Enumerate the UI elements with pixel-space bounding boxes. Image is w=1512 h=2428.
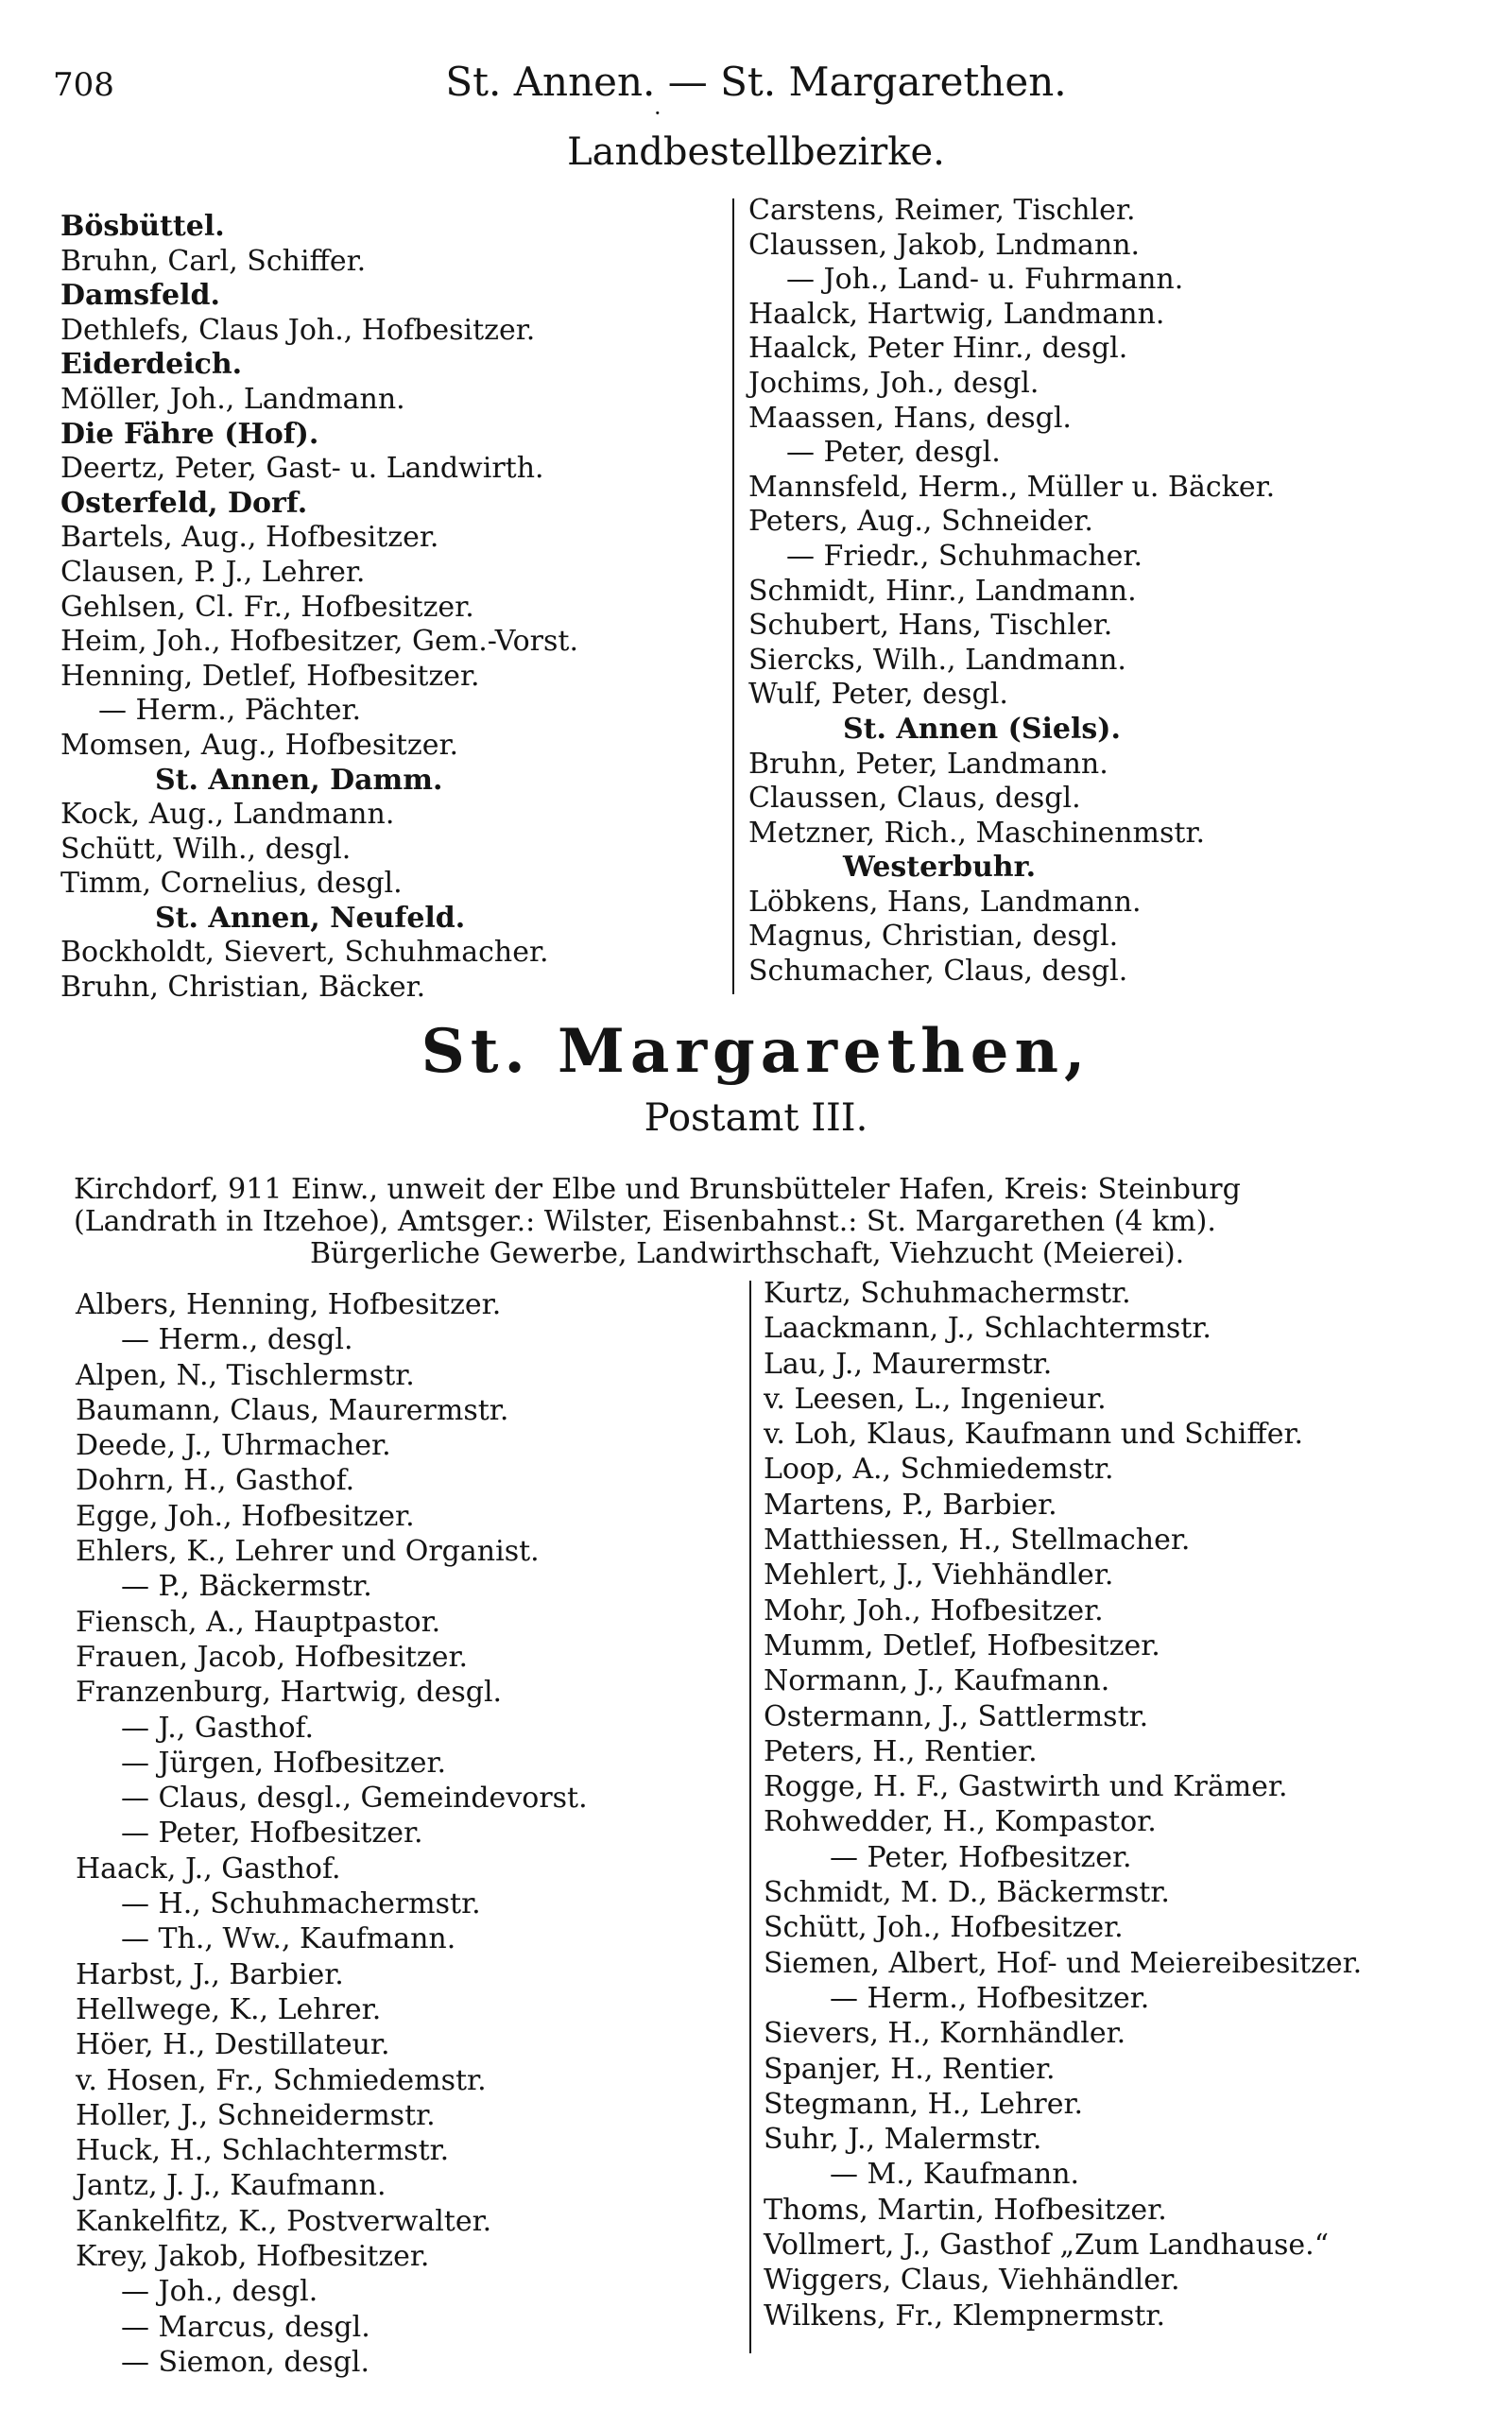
directory-entry: Mannsfeld, Herm., Müller u. Bäcker. [748,470,1276,504]
directory-entry: Schmidt, M. D., Bäckermstr. [764,1876,1170,1910]
directory-entry: Mumm, Detlef, Hofbesitzer. [764,1628,1160,1662]
directory-entry: v. Loh, Klaus, Kaufmann und Schiffer. [764,1418,1304,1452]
postamt-heading: Postamt III. [644,1096,868,1140]
directory-entry: Haalck, Hartwig, Landmann. [748,297,1165,331]
directory-entry: Dethlefs, Claus Joh., Hofbesitzer. [60,313,536,347]
locality-heading: St. Annen, Damm. [155,763,443,797]
directory-entry: Deede, J., Uhrmacher. [76,1429,391,1463]
directory-entry: Gehlsen, Cl. Fr., Hofbesitzer. [60,590,474,624]
directory-entry: Siemen, Albert, Hof- und Meiereibesitzer. [764,1946,1363,1980]
town-title: St. Margarethen, [421,1016,1091,1087]
directory-entry: Kock, Aug., Landmann. [60,798,395,832]
directory-entry: v. Hosen, Fr., Schmiedemstr. [76,2063,487,2097]
locality-heading: Bösbüttel. [60,210,225,243]
directory-entry: Metzner, Rich., Maschinenmstr. [748,816,1206,850]
directory-entry: — Siemon, desgl. [121,2345,370,2379]
directory-entry: Clausen, P. J., Lehrer. [60,555,366,589]
directory-entry: Magnus, Christian, desgl. [748,920,1119,954]
directory-entry: Peters, H., Rentier. [764,1734,1038,1768]
locality-heading: St. Annen (Siels). [843,712,1121,746]
directory-entry: Harbst, J., Barbier. [76,1957,344,1991]
directory-entry: Wiggers, Claus, Viehhändler. [764,2264,1180,2298]
directory-entry: Vollmert, J., Gasthof „Zum Landhause.“ [764,2229,1330,2263]
directory-entry: — H., Schuhmachermstr. [121,1887,481,1921]
directory-entry: — Herm., Pächter. [98,694,362,728]
directory-entry: — Peter, Hofbesitzer. [121,1817,423,1851]
town-description [74,1174,1435,1270]
directory-entry: Holler, J., Schneidermstr. [76,2098,436,2132]
directory-entry: — Claus, desgl., Gemeindevorst. [121,1782,588,1816]
directory-entry: Timm, Cornelius, desgl. [60,867,403,901]
directory-entry: — M., Kaufmann. [830,2158,1080,2192]
directory-entry: Bruhn, Christian, Bäcker. [60,971,426,1005]
directory-entry: — Joh., Land- u. Fuhrmann. [786,263,1184,297]
town-left-column [76,1287,588,2380]
directory-entry: Deertz, Peter, Gast- u. Landwirth. [60,452,544,486]
directory-entry: Bartels, Aug., Hofbesitzer. [60,521,439,555]
locality-heading: Eiderdeich. [60,348,243,382]
directory-entry: Löbkens, Hans, Landmann. [748,885,1142,919]
directory-entry: Fiensch, A., Hauptpastor. [76,1605,441,1639]
directory-entry: Lau, J., Maurermstr. [764,1347,1053,1381]
directory-entry: Sievers, H., Kornhändler. [764,2017,1126,2051]
directory-entry: Schumacher, Claus, desgl. [748,955,1128,989]
directory-entry: Kurtz, Schuhmachermstr. [764,1277,1131,1310]
directory-entry: Alpen, N., Tischlermstr. [76,1358,415,1392]
directory-entry: — Joh., desgl. [121,2275,318,2309]
directory-entry: Peters, Aug., Schneider. [748,505,1093,539]
directory-entry: Rogge, H. F., Gastwirth und Krämer. [764,1770,1288,1804]
directory-entry: Mehlert, J., Viehhändler. [764,1558,1114,1593]
directory-entry: — Herm., desgl. [121,1323,353,1357]
locality-heading: St. Annen, Neufeld. [155,901,466,935]
town-description-line: (Landrath in Itzehoe), Amtsger.: Wilster, Eisenbahnst.: St. Margarethen (4 km). [74,1205,1216,1238]
directory-entry: — Friedr., Schuhmacher. [786,539,1143,573]
directory-entry: Bruhn, Carl, Schiffer. [60,244,367,278]
directory-entry: — Peter, Hofbesitzer. [830,1840,1132,1874]
page-number: 708 [53,66,114,104]
directory-entry: — Herm., Hofbesitzer. [830,1981,1150,2015]
directory-entry: Schütt, Joh., Hofbesitzer. [764,1911,1124,1945]
directory-entry: Siercks, Wilh., Landmann. [748,643,1126,677]
directory-entry: Wilkens, Fr., Klempnermstr. [764,2299,1165,2333]
directory-entry: — Marcus, desgl. [121,2310,370,2344]
ornament-mark: · [654,100,662,127]
directory-entry: Momsen, Aug., Hofbesitzer. [60,728,459,762]
directory-entry: Frauen, Jacob, Hofbesitzer. [76,1640,469,1674]
directory-entry: Franzenburg, Hartwig, desgl. [76,1676,503,1710]
directory-entry: Jantz, J. J., Kaufmann. [76,2169,387,2203]
directory-entry: — Jürgen, Hofbesitzer. [121,1746,447,1780]
directory-entry: v. Leesen, L., Ingenieur. [764,1382,1107,1416]
directory-entry: Krey, Jakob, Hofbesitzer. [76,2240,430,2274]
running-head-text: St. Annen. — St. Margarethen. [445,59,1067,105]
directory-entry: Schubert, Hans, Tischler. [748,609,1113,643]
directory-entry: Wulf, Peter, desgl. [748,678,1008,712]
directory-entry: Loop, A., Schmiedemstr. [764,1453,1114,1487]
directory-entry: Höer, H., Destillateur. [76,2028,390,2062]
directory-entry: — J., Gasthof. [121,1711,315,1745]
directory-entry: Dohrn, H., Gasthof. [76,1464,355,1498]
directory-entry: Baumann, Claus, Maurermstr. [76,1393,509,1427]
locality-heading: Osterfeld, Dorf. [60,486,308,520]
land-left-column [60,210,578,1006]
directory-entry: Haack, J., Gasthof. [76,1851,341,1886]
directory-entry: Suhr, J., Malermstr. [764,2123,1042,2157]
directory-entry: — Th., Ww., Kaufmann. [121,1922,456,1956]
directory-entry: Bockholdt, Sievert, Schuhmacher. [60,936,549,970]
directory-entry: Claussen, Jakob, Lndmann. [748,228,1141,262]
directory-entry: Jochims, Joh., desgl. [748,366,1040,400]
town-description-line: Bürgerliche Gewerbe, Landwirthschaft, Viehzucht (Meierei). [310,1237,1185,1270]
directory-entry: Hellwege, K., Lehrer. [76,1992,382,2026]
locality-heading: Westerbuhr. [843,851,1037,885]
directory-entry: Ehlers, K., Lehrer und Organist. [76,1535,540,1569]
directory-entry: Albers, Henning, Hofbesitzer. [76,1288,502,1321]
directory-entry: Maassen, Hans, desgl. [748,401,1072,435]
town-description-line: Kirchdorf, 911 Einw., unweit der Elbe und Brunsbütteler Hafen, Kreis: Steinburg [74,1173,1241,1206]
directory-entry: Normann, J., Kaufmann. [764,1664,1110,1698]
directory-entry: — P., Bäckermstr. [121,1570,372,1604]
section-title: Landbestellbezirke. [567,130,945,174]
running-head [0,59,1512,127]
directory-entry: Claussen, Claus, desgl. [748,782,1081,816]
land-right-column [748,194,1275,990]
directory-entry: Spanjer, H., Rentier. [764,2052,1056,2086]
directory-entry: Haalck, Peter Hinr., desgl. [748,332,1128,366]
locality-heading: Damsfeld. [60,279,220,313]
directory-entry: Huck, H., Schlachtermstr. [76,2134,450,2168]
directory-entry: Matthiessen, H., Stellmacher. [764,1524,1191,1558]
directory-entry: Bruhn, Peter, Landmann. [748,747,1108,781]
directory-entry: Heim, Joh., Hofbesitzer, Gem.-Vorst. [60,625,579,659]
directory-entry: Ostermann, J., Sattlermstr. [764,1699,1149,1733]
directory-entry: Möller, Joh., Landmann. [60,382,405,416]
directory-entry: Kankelfitz, K., Postverwalter. [76,2204,492,2238]
directory-entry: Martens, P., Barbier. [764,1488,1057,1522]
directory-entry: Schütt, Wilh., desgl. [60,832,352,866]
directory-entry: Schmidt, Hinr., Landmann. [748,574,1137,608]
directory-entry: Rohwedder, H., Kompastor. [764,1805,1157,1839]
directory-entry: Egge, Joh., Hofbesitzer. [76,1499,415,1533]
directory-entry: Henning, Detlef, Hofbesitzer. [60,659,480,693]
column-divider [732,198,734,994]
column-divider [749,1281,751,2353]
directory-entry: Laackmann, J., Schlachtermstr. [764,1312,1211,1346]
directory-entry: — Peter, desgl. [786,436,1001,470]
directory-entry: Stegmann, H., Lehrer. [764,2087,1084,2121]
locality-heading: Die Fähre (Hof). [60,417,319,451]
town-right-column [764,1276,1362,2333]
directory-entry: Thoms, Martin, Hofbesitzer. [764,2193,1167,2227]
directory-entry: Mohr, Joh., Hofbesitzer. [764,1593,1104,1627]
directory-entry: Carstens, Reimer, Tischler. [748,194,1136,227]
